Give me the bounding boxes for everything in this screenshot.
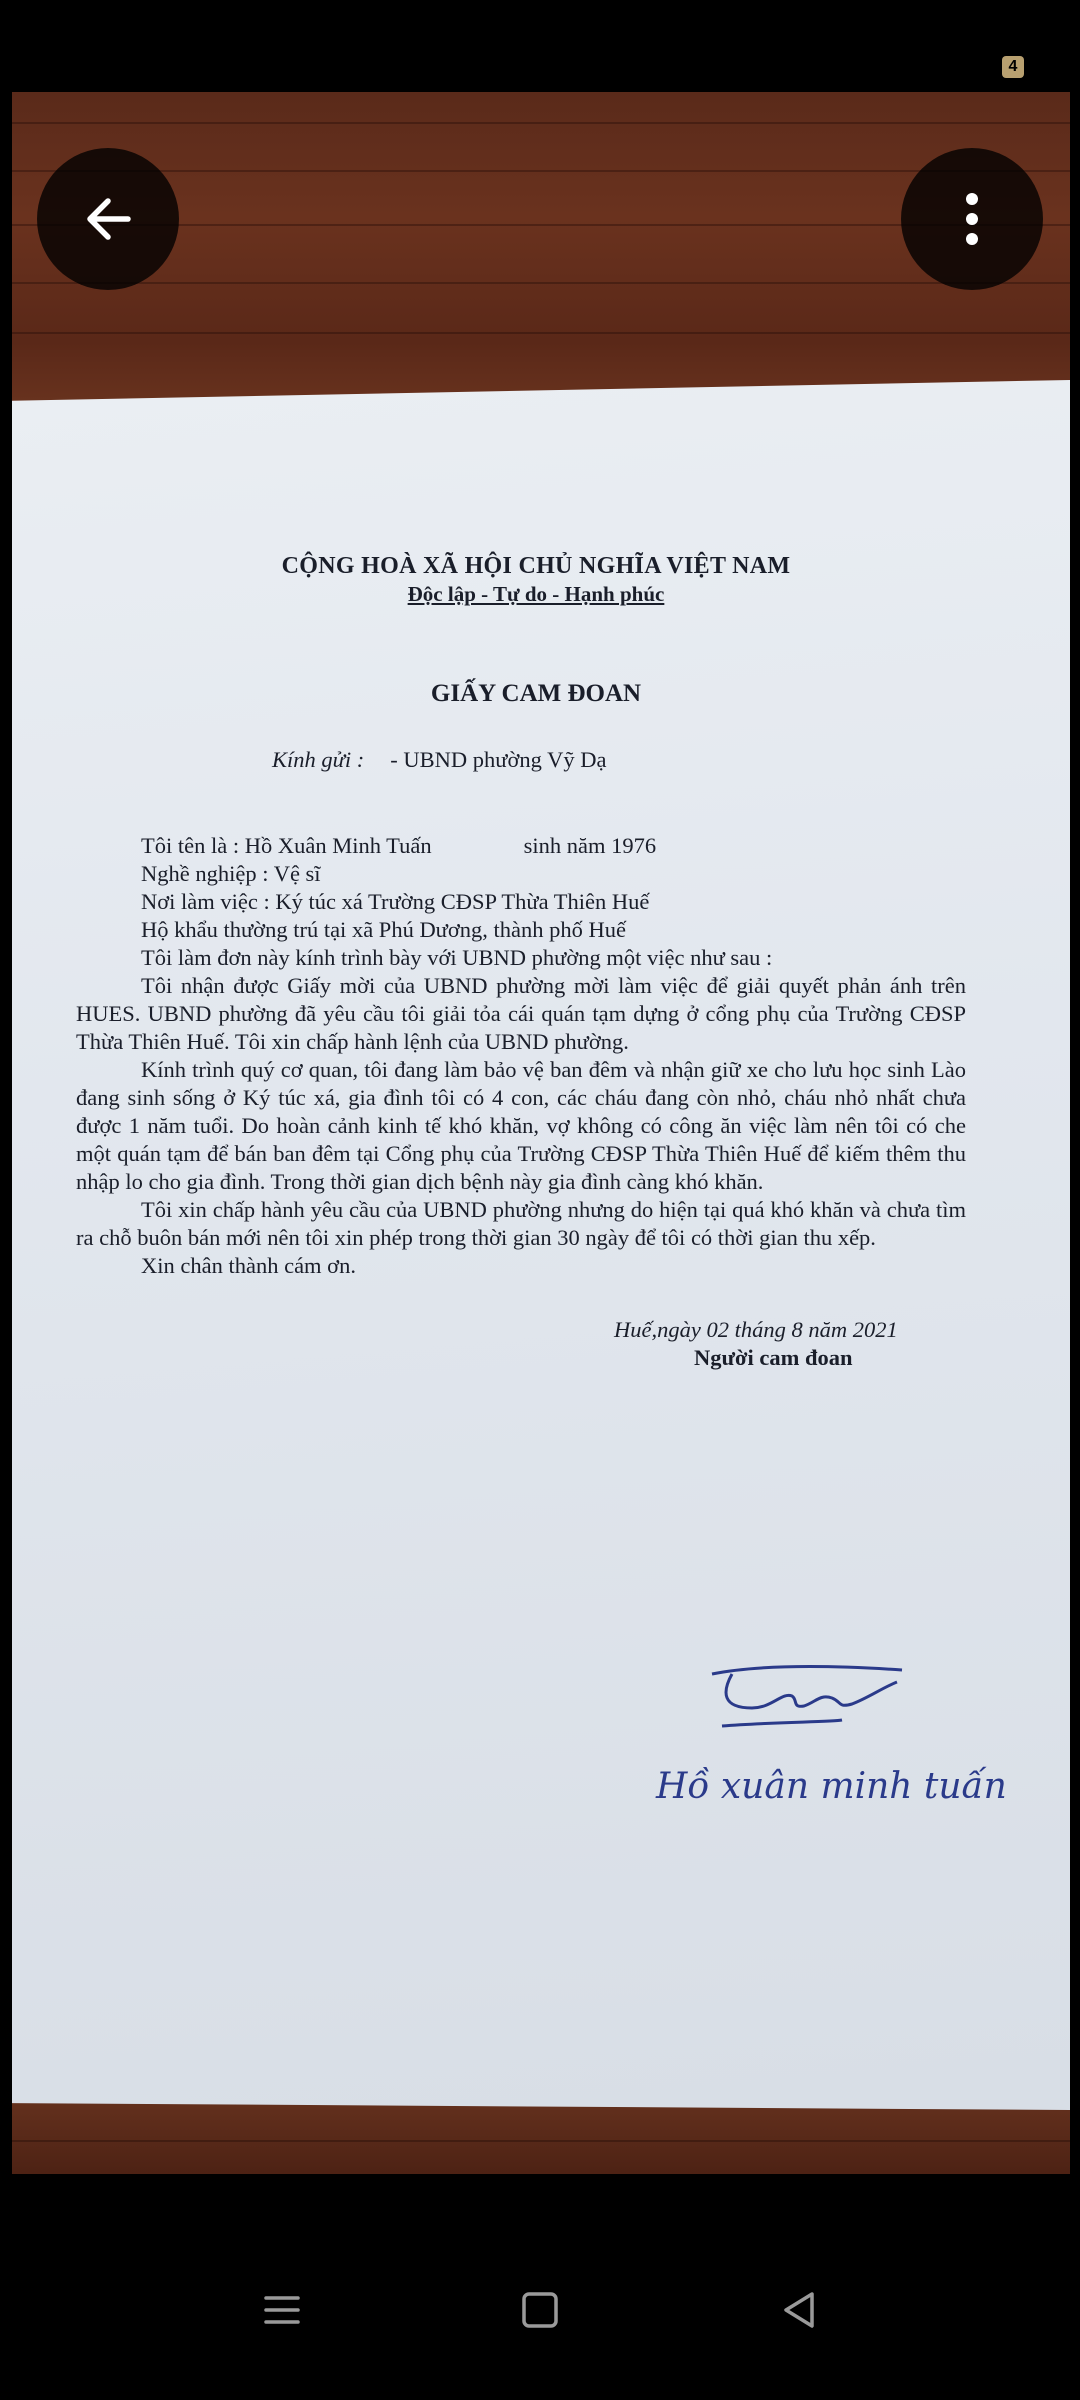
workplace-line: Nơi làm việc : Ký túc xá Trường CĐSP Thừa Thiên Huế <box>141 889 650 914</box>
home-button[interactable] <box>510 2280 570 2340</box>
occupation-line: Nghề nghiệp : Vệ sĩ <box>141 861 321 886</box>
document-title: GIẤY CAM ĐOAN <box>430 680 642 707</box>
menu-lines-icon <box>262 2290 302 2330</box>
signature-block <box>76 1316 966 1372</box>
svg-text:Hồ xuân minh tuấn: Hồ xuân minh tuấn <box>656 1766 1007 1807</box>
document-photo[interactable] <box>12 92 1070 2174</box>
thanks-line: Xin chân thành cám ơn. <box>141 1253 356 1278</box>
more-vertical-icon <box>962 191 982 247</box>
document-body <box>76 832 966 1280</box>
sign-date: Huế,ngày 02 tháng 8 năm 2021 <box>614 1317 898 1342</box>
recipient-label: Kính gửi : <box>272 747 365 772</box>
residence-line: Hộ khẩu thường trú tại xã Phú Dương, thành phố Huế <box>141 917 627 942</box>
arrow-left-icon <box>82 193 134 245</box>
recipient-line <box>76 746 966 774</box>
intro-line: Tôi làm đơn này kính trình bày với UBND phường một việc như sau : <box>141 945 773 970</box>
name-text: Tôi tên là : Hồ Xuân Minh Tuấn <box>141 833 432 858</box>
paragraph-1: Tôi nhận được Giấy mời của UBND phường mời làm việc để giải quyết phản ánh trên HUES. UBND phường đã yêu cầu tôi giải tỏa cái quán tạm dựng ở cổng phụ của Trường CĐSP Thừa Thiên Huế. Tôi xin chấp hành lệnh của UBND phường. <box>76 973 966 1054</box>
system-navigation-bar <box>0 2174 1080 2400</box>
paragraph-2: Kính trình quý cơ quan, tôi đang làm bảo vệ ban đêm và nhận giữ xe cho lưu học sinh Lào đang sinh sống ở Ký túc xá, gia đình tôi có 4 con, các cháu đang còn nhỏ, cháu nhỏ nhất chưa được 1 năm tuổi. Do hoàn cảnh kinh tế khó khăn, vợ không có công ăn việc làm nên tôi có che một quán tạm để bán ban đêm tại Cổng phụ của Trường CĐSP Thừa Thiên Huế để kiếm thêm thu nhập lo cho gia đình. Trong thời gian dịch bệnh này gia đình càng khó khăn. <box>76 1057 966 1194</box>
signature-mark <box>692 1652 912 1732</box>
document-text <box>76 552 966 1372</box>
paragraph-3: Tôi xin chấp hành yêu cầu của UBND phường nhưng do hiện tại quá khó khăn và chưa tìm ra chỗ buôn bán mới nên tôi xin phép trong thời gian 30 ngày để tôi có thời gian thu xếp. <box>76 1197 966 1250</box>
handwritten-name <box>652 1756 1070 1816</box>
back-button[interactable] <box>37 148 179 290</box>
birth-year: sinh năm 1976 <box>523 833 657 858</box>
more-options-button[interactable] <box>901 148 1043 290</box>
recents-button[interactable] <box>252 2280 312 2340</box>
recipient-value: - UBND phường Vỹ Dạ <box>390 747 607 772</box>
motto: Độc lập - Tự do - Hạnh phúc <box>407 582 665 606</box>
square-home-icon <box>520 2290 560 2330</box>
battery-icon: 4 <box>1002 56 1024 78</box>
national-title: CỘNG HOÀ XÃ HỘI CHỦ NGHĨA VIỆT NAM <box>281 553 791 579</box>
sign-role: Người cam đoan <box>694 1345 853 1370</box>
nav-back-button[interactable] <box>770 2280 830 2340</box>
triangle-back-icon <box>780 2290 820 2330</box>
name-line <box>76 832 966 860</box>
